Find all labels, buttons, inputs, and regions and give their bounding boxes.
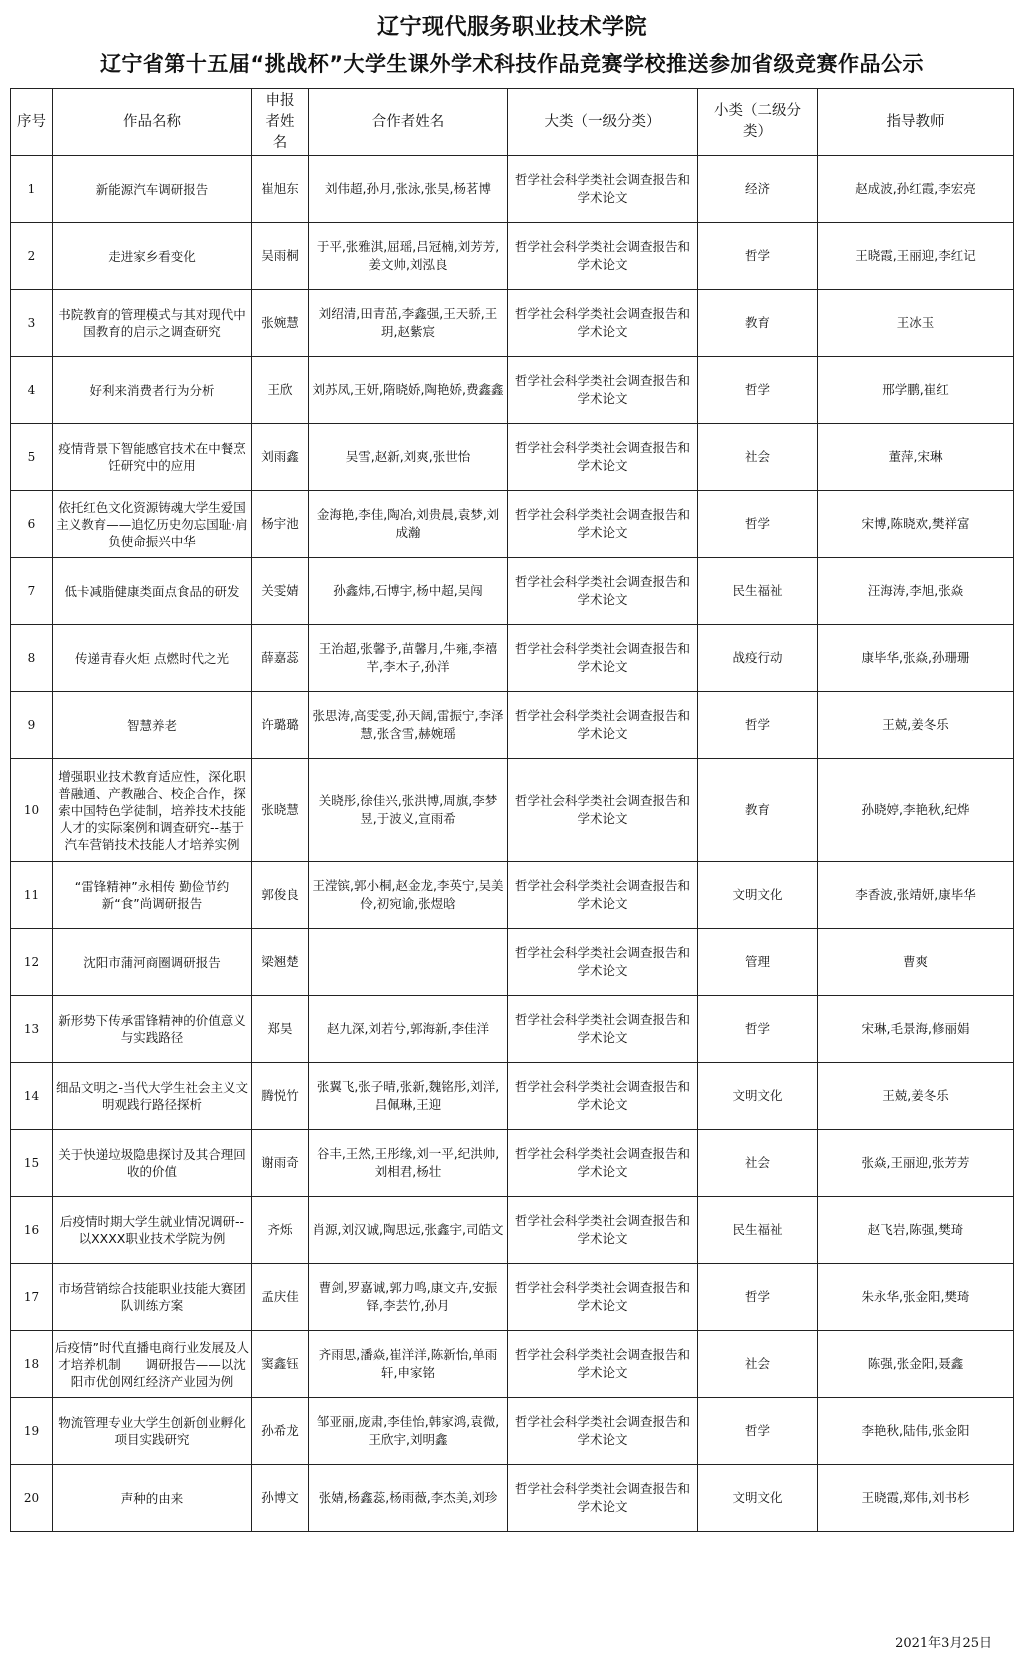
row-number: 13: [11, 996, 53, 1063]
row-number: 3: [11, 290, 53, 357]
partner-names: 谷丰,王然,王彤缘,刘一平,纪洪帅,刘相君,杨壮: [309, 1130, 508, 1197]
main-category: 哲学社会科学类社会调查报告和学术论文: [508, 625, 698, 692]
table-row: [11, 1063, 1014, 1130]
main-category: 哲学社会科学类社会调查报告和学术论文: [508, 862, 698, 929]
partner-names: 张思涛,高雯雯,孙天阔,雷振宁,李泽慧,张含雪,赫婉瑶: [309, 692, 508, 759]
table-row: [11, 290, 1014, 357]
row-number: 1: [11, 156, 53, 223]
work-title: 走进家乡看变化: [53, 223, 252, 290]
applicant-name: 刘雨鑫: [252, 424, 309, 491]
advisor-names: 曹爽: [818, 929, 1014, 996]
advisor-names: 董萍,宋琳: [818, 424, 1014, 491]
sub-category: 管理: [698, 929, 818, 996]
partner-names: 刘绍清,田青茁,李鑫强,王天骄,王玥,赵紫宸: [309, 290, 508, 357]
partner-names: [309, 929, 508, 996]
partner-names: 曹剑,罗嘉诚,郭力鸣,康文卉,安振铎,李芸竹,孙月: [309, 1264, 508, 1331]
row-number: 4: [11, 357, 53, 424]
col-header-title: 作品名称: [53, 89, 252, 156]
table-row: [11, 1197, 1014, 1264]
table-row: [11, 692, 1014, 759]
main-category: 哲学社会科学类社会调查报告和学术论文: [508, 1197, 698, 1264]
sub-category: 哲学: [698, 996, 818, 1063]
main-category: 哲学社会科学类社会调查报告和学术论文: [508, 759, 698, 862]
sub-category: 教育: [698, 290, 818, 357]
col-header-subcategory: 小类（二级分类）: [698, 89, 818, 156]
advisor-names: 王晓霞,王丽迎,李红记: [818, 223, 1014, 290]
partner-names: 孙鑫炜,石博宇,杨中超,吴闯: [309, 558, 508, 625]
col-header-applicant: 申报者姓名: [252, 89, 309, 156]
applicant-name: 许璐璐: [252, 692, 309, 759]
table-row: [11, 223, 1014, 290]
row-number: 8: [11, 625, 53, 692]
advisor-names: 王兢,姜冬乐: [818, 1063, 1014, 1130]
partner-names: 金海艳,李佳,陶冶,刘贵晨,袁梦,刘成瀚: [309, 491, 508, 558]
main-category: 哲学社会科学类社会调查报告和学术论文: [508, 1264, 698, 1331]
advisor-names: 朱永华,张金阳,樊琦: [818, 1264, 1014, 1331]
applicant-name: 王欣: [252, 357, 309, 424]
work-title: 沈阳市蒲河商圈调研报告: [53, 929, 252, 996]
applicant-name: 孙希龙: [252, 1398, 309, 1465]
table-body: [11, 156, 1014, 1532]
applicant-name: 崔旭东: [252, 156, 309, 223]
row-number: 11: [11, 862, 53, 929]
row-number: 12: [11, 929, 53, 996]
applicant-name: 齐烁: [252, 1197, 309, 1264]
work-title: 市场营销综合技能职业技能大赛团队训练方案: [53, 1264, 252, 1331]
row-number: 16: [11, 1197, 53, 1264]
sub-category: 哲学: [698, 223, 818, 290]
partner-names: 王治超,张馨予,苗馨月,牛雍,李禧芊,李木子,孙洋: [309, 625, 508, 692]
table-row: [11, 156, 1014, 223]
sub-category: 哲学: [698, 692, 818, 759]
sub-category: 战疫行动: [698, 625, 818, 692]
row-number: 18: [11, 1331, 53, 1398]
partner-names: 肖源,刘汉诚,陶思远,张鑫宇,司皓文: [309, 1197, 508, 1264]
advisor-names: 李香波,张靖妍,康毕华: [818, 862, 1014, 929]
table-row: [11, 357, 1014, 424]
sub-category: 社会: [698, 424, 818, 491]
work-title: 物流管理专业大学生创新创业孵化项目实践研究: [53, 1398, 252, 1465]
main-category: 哲学社会科学类社会调查报告和学术论文: [508, 1331, 698, 1398]
sub-category: 文明文化: [698, 1465, 818, 1532]
sub-category: 经济: [698, 156, 818, 223]
work-title: 后疫情”时代直播电商行业发展及人才培养机制 调研报告——以沈阳市优创网红经济产业园为例: [53, 1331, 252, 1398]
main-category: 哲学社会科学类社会调查报告和学术论文: [508, 1130, 698, 1197]
main-category: 哲学社会科学类社会调查报告和学术论文: [508, 929, 698, 996]
table-row: [11, 929, 1014, 996]
applicant-name: 张晓慧: [252, 759, 309, 862]
partner-names: 关晓彤,徐佳兴,张洪博,周旗,李梦昱,于波义,宣雨希: [309, 759, 508, 862]
work-title: 依托红色文化资源铸魂大学生爱国主义教育——追忆历史勿忘国耻·肩负使命振兴中华: [53, 491, 252, 558]
row-number: 19: [11, 1398, 53, 1465]
row-number: 20: [11, 1465, 53, 1532]
applicant-name: 腾悦竹: [252, 1063, 309, 1130]
partner-names: 赵九深,刘若兮,郭海新,李佳洋: [309, 996, 508, 1063]
work-title: 新形势下传承雷锋精神的价值意义与实践路径: [53, 996, 252, 1063]
row-number: 10: [11, 759, 53, 862]
main-category: 哲学社会科学类社会调查报告和学术论文: [508, 996, 698, 1063]
sub-category: 哲学: [698, 357, 818, 424]
main-category: 哲学社会科学类社会调查报告和学术论文: [508, 1063, 698, 1130]
partner-names: 刘苏凤,王妍,隋晓娇,陶艳娇,费鑫鑫: [309, 357, 508, 424]
row-number: 14: [11, 1063, 53, 1130]
col-header-advisors: 指导教师: [818, 89, 1014, 156]
advisor-names: 宋博,陈晓欢,樊祥富: [818, 491, 1014, 558]
applicant-name: 孙博文: [252, 1465, 309, 1532]
main-category: 哲学社会科学类社会调查报告和学术论文: [508, 1398, 698, 1465]
applicant-name: 郭俊良: [252, 862, 309, 929]
work-title: 好利来消费者行为分析: [53, 357, 252, 424]
applicant-name: 薛嘉蕊: [252, 625, 309, 692]
partner-names: 吴雪,赵新,刘爽,张世怡: [309, 424, 508, 491]
applicant-name: 郑昊: [252, 996, 309, 1063]
sub-category: 教育: [698, 759, 818, 862]
notice-title: 辽宁省第十五届“挑战杯”大学生课外学术科技作品竞赛学校推送参加省级竞赛作品公示: [99, 52, 925, 76]
work-title: 增强职业技术教育适应性，深化职普融通、产教融合、校企合作，探索中国特色学徒制，培养技术技能人才的实际案例和调查研究--基于汽车营销技术技能人才培养实例: [53, 759, 252, 862]
work-title: 后疫情时期大学生就业情况调研--以XXXX职业技术学院为例: [53, 1197, 252, 1264]
publish-date: 2021年3月25日: [895, 1636, 992, 1651]
main-category: 哲学社会科学类社会调查报告和学术论文: [508, 223, 698, 290]
advisor-names: 邢学鹏,崔红: [818, 357, 1014, 424]
sub-category: 哲学: [698, 491, 818, 558]
sub-category: 社会: [698, 1331, 818, 1398]
col-header-category: 大类（一级分类）: [508, 89, 698, 156]
applicant-name: 杨宇池: [252, 491, 309, 558]
sub-category: 文明文化: [698, 862, 818, 929]
row-number: 5: [11, 424, 53, 491]
work-title: 新能源汽车调研报告: [53, 156, 252, 223]
sub-category: 哲学: [698, 1398, 818, 1465]
partner-names: 邹亚丽,庞肃,李佳怡,韩家鸿,袁微,王欣宇,刘明鑫: [309, 1398, 508, 1465]
sub-category: 社会: [698, 1130, 818, 1197]
work-title: 疫情背景下智能感官技术在中餐烹饪研究中的应用: [53, 424, 252, 491]
advisor-names: 王冰玉: [818, 290, 1014, 357]
work-title: 低卡减脂健康类面点食品的研发: [53, 558, 252, 625]
partner-names: 齐雨思,潘焱,崔洋洋,陈新怡,单雨轩,申家铭: [309, 1331, 508, 1398]
main-category: 哲学社会科学类社会调查报告和学术论文: [508, 692, 698, 759]
work-title: 书院教育的管理模式与其对现代中国教育的启示之调查研究: [53, 290, 252, 357]
main-category: 哲学社会科学类社会调查报告和学术论文: [508, 558, 698, 625]
advisor-names: 陈强,张金阳,聂鑫: [818, 1331, 1014, 1398]
table-row: [11, 1264, 1014, 1331]
work-title: 传递青春火炬 点燃时代之光: [53, 625, 252, 692]
works-table: [10, 88, 1014, 1532]
advisor-names: 孙晓婷,李艳秋,纪烨: [818, 759, 1014, 862]
table-row: [11, 424, 1014, 491]
partner-names: 王滢镔,郭小桐,赵金龙,李英宁,吴美伶,初宛谕,张煜晗: [309, 862, 508, 929]
advisor-names: 张焱,王丽迎,张芳芳: [818, 1130, 1014, 1197]
main-category: 哲学社会科学类社会调查报告和学术论文: [508, 156, 698, 223]
sub-category: 文明文化: [698, 1063, 818, 1130]
work-title: 智慧养老: [53, 692, 252, 759]
work-title: 关于快递垃圾隐患探讨及其合理回收的价值: [53, 1130, 252, 1197]
advisor-names: 赵飞岩,陈强,樊琦: [818, 1197, 1014, 1264]
main-category: 哲学社会科学类社会调查报告和学术论文: [508, 357, 698, 424]
row-number: 7: [11, 558, 53, 625]
advisor-names: 宋琳,毛景海,修丽娟: [818, 996, 1014, 1063]
row-number: 9: [11, 692, 53, 759]
table-row: [11, 625, 1014, 692]
advisor-names: 王兢,姜冬乐: [818, 692, 1014, 759]
table-header-row: [11, 89, 1014, 156]
applicant-name: 梁翘楚: [252, 929, 309, 996]
row-number: 2: [11, 223, 53, 290]
col-header-no: 序号: [11, 89, 53, 156]
table-row: [11, 1398, 1014, 1465]
main-category: 哲学社会科学类社会调查报告和学术论文: [508, 290, 698, 357]
applicant-name: 关雯婧: [252, 558, 309, 625]
applicant-name: 张婉慧: [252, 290, 309, 357]
table-row: [11, 862, 1014, 929]
sub-category: 哲学: [698, 1264, 818, 1331]
table-row: [11, 558, 1014, 625]
advisor-names: 赵成波,孙红霞,李宏亮: [818, 156, 1014, 223]
page-header: [0, 10, 1024, 82]
applicant-name: 吴雨桐: [252, 223, 309, 290]
table-row: [11, 996, 1014, 1063]
applicant-name: 孟庆佳: [252, 1264, 309, 1331]
advisor-names: 李艳秋,陆伟,张金阳: [818, 1398, 1014, 1465]
partner-names: 张婧,杨鑫蕊,杨雨薇,李杰美,刘珍: [309, 1465, 508, 1532]
main-category: 哲学社会科学类社会调查报告和学术论文: [508, 1465, 698, 1532]
work-title: 细品文明之-当代大学生社会主义文明观践行路径探析: [53, 1063, 252, 1130]
main-category: 哲学社会科学类社会调查报告和学术论文: [508, 491, 698, 558]
advisor-names: 康毕华,张焱,孙珊珊: [818, 625, 1014, 692]
partner-names: 于平,张雅淇,屈瑶,吕冠楠,刘芳芳,姜文帅,刘泓良: [309, 223, 508, 290]
table-row: [11, 1465, 1014, 1532]
table-row: [11, 491, 1014, 558]
partner-names: 张翼飞,张子晴,张新,魏铭彤,刘洋,吕佩琳,王迎: [309, 1063, 508, 1130]
table-row: [11, 759, 1014, 862]
applicant-name: 窦鑫钰: [252, 1331, 309, 1398]
col-header-partners: 合作者姓名: [309, 89, 508, 156]
work-title: 声种的由来: [53, 1465, 252, 1532]
row-number: 6: [11, 491, 53, 558]
table-row: [11, 1331, 1014, 1398]
main-category: 哲学社会科学类社会调查报告和学术论文: [508, 424, 698, 491]
applicant-name: 谢雨奇: [252, 1130, 309, 1197]
row-number: 17: [11, 1264, 53, 1331]
school-name: 辽宁现代服务职业技术学院: [376, 15, 647, 40]
table-row: [11, 1130, 1014, 1197]
sub-category: 民生福祉: [698, 1197, 818, 1264]
row-number: 15: [11, 1130, 53, 1197]
advisor-names: 王晓霞,郑伟,刘书杉: [818, 1465, 1014, 1532]
partner-names: 刘伟超,孙月,张泳,张昊,杨茗博: [309, 156, 508, 223]
advisor-names: 汪海涛,李旭,张焱: [818, 558, 1014, 625]
work-title: “雷锋精神”永相传 勤俭节约新“食”尚调研报告: [53, 862, 252, 929]
sub-category: 民生福祉: [698, 558, 818, 625]
